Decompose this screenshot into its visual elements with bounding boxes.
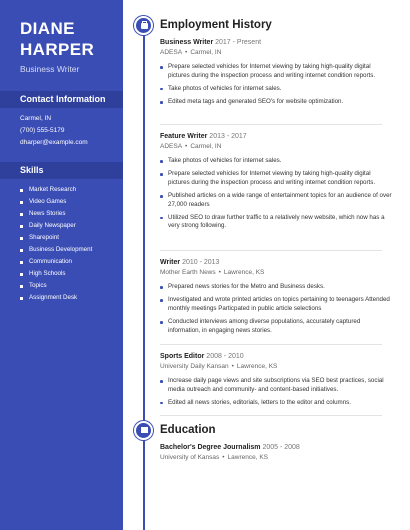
job-bullets xyxy=(160,157,392,231)
skill-item: Business Development xyxy=(20,244,92,256)
education-entry xyxy=(160,443,392,462)
divider xyxy=(160,415,382,416)
skill-item: Communication xyxy=(20,256,92,268)
skill-item: Topics xyxy=(20,280,92,292)
job-role: Business Writer xyxy=(160,39,214,46)
job-header xyxy=(160,38,392,47)
job-entry xyxy=(160,352,392,412)
school-location: Lawrence, KS xyxy=(227,454,268,461)
education-dates: 2005 - 2008 xyxy=(262,444,300,451)
contact-email[interactable]: dharper@example.com xyxy=(20,139,88,146)
job-meta: ADESA • Carmel, IN xyxy=(160,49,222,56)
divider xyxy=(160,344,382,345)
divider xyxy=(160,124,382,125)
job-role: Feature Writer xyxy=(160,133,208,140)
education-heading: Education xyxy=(160,424,216,436)
job-location: Carmel, IN xyxy=(190,49,222,56)
job-header xyxy=(160,258,392,267)
job-location: Carmel, IN xyxy=(190,143,222,150)
bullet-item: Take photos of vehicles for internet sales. xyxy=(160,85,392,94)
skills-heading: Skills xyxy=(0,162,123,179)
job-company: Mother Earth News xyxy=(160,269,216,276)
bullet-item: Utilized SEO to draw further traffic to a relatively new website, which now has a very strong following. xyxy=(160,214,392,231)
candidate-name xyxy=(20,18,94,60)
job-company: ADESA xyxy=(160,143,183,150)
bullet-item: Investigated and wrote printed articles on topics pertaining to teenagers Attended monthly meetings Particpated in public article selections xyxy=(160,296,392,313)
degree: Bachelor's Degree Journalism xyxy=(160,444,261,451)
contact-location: Carmel, IN xyxy=(20,115,52,122)
job-dates: 2013 - 2017 xyxy=(209,133,247,140)
job-location: Lawrence, KS xyxy=(236,363,278,370)
skill-item: News Stories xyxy=(20,208,92,220)
first-name: DIANE xyxy=(20,19,75,38)
contact-phone: (700) 555-5179 xyxy=(20,127,65,134)
bullet-item: Increase daily page views and site subscriptions via SEO best practices, social media outreach and community- and content-based initiatives. xyxy=(160,377,392,394)
job-meta: Mother Earth News • Lawrence, KS xyxy=(160,269,265,276)
skill-item: Market Research xyxy=(20,184,92,196)
job-meta: ADESA • Carmel, IN xyxy=(160,143,222,150)
job-role: Writer xyxy=(160,259,181,266)
job-company: ADESA xyxy=(160,49,183,56)
job-dates: 2008 - 2010 xyxy=(206,353,244,360)
education-header xyxy=(160,443,392,452)
job-bullets xyxy=(160,63,392,107)
skill-item: Sharepoint xyxy=(20,232,92,244)
job-entry xyxy=(160,38,392,111)
contact-info xyxy=(20,113,88,149)
job-bullets xyxy=(160,283,392,335)
education-meta: University of Kansas • Lawrence, KS xyxy=(160,454,268,461)
job-location: Lawrence, KS xyxy=(223,269,265,276)
job-entry xyxy=(160,258,392,340)
school: University of Kansas xyxy=(160,454,220,461)
job-meta: University Daily Kansan • Lawrence, KS xyxy=(160,363,278,370)
job-dates: 2017 - Present xyxy=(215,39,262,46)
bullet-item: Conducted interviews among diverse populations, accurately captured information, in engaging news stories. xyxy=(160,318,392,335)
timeline-line xyxy=(143,25,145,530)
bullet-item: Prepare selected vehicles for Internet viewing by taking high-quality digital pictures during the inspection process and writing internet condition reports. xyxy=(160,63,392,80)
job-company: University Daily Kansan xyxy=(160,363,229,370)
employment-heading: Employment History xyxy=(160,19,272,31)
bullet-item: Take photos of vehicles for internet sales. xyxy=(160,157,392,166)
job-header xyxy=(160,352,392,361)
job-title: Business Writer xyxy=(20,64,80,74)
last-name: HARPER xyxy=(20,40,95,59)
bullet-item: Published articles on a wide range of entertainment topics for an audience of over 27,000 readers xyxy=(160,192,392,209)
job-dates: 2010 - 2013 xyxy=(182,259,220,266)
bullet-item: Prepare selected vehicles for Internet viewing by taking high-quality digital pictures during the inspection process and writing internet condition reports. xyxy=(160,170,392,187)
graduation-cap-icon xyxy=(134,421,153,440)
skill-item: Video Games xyxy=(20,196,92,208)
bullet-item: Edited meta tags and generated SEO's for website optimization. xyxy=(160,98,392,107)
bullet-item: Prepared news stories for the Metro and Business desks. xyxy=(160,283,392,292)
sidebar xyxy=(0,0,123,530)
job-role: Sports Editor xyxy=(160,353,205,360)
briefcase-icon xyxy=(134,16,153,35)
skill-item: Daily Newspaper xyxy=(20,220,92,232)
job-entry xyxy=(160,132,392,236)
skill-item: Assignment Desk xyxy=(20,292,92,304)
job-header xyxy=(160,132,392,141)
skills-list xyxy=(20,184,92,304)
skill-item: High Schools xyxy=(20,268,92,280)
bullet-item: Edited all news stories, editorials, letters to the editor and columns. xyxy=(160,399,392,408)
contact-heading: Contact Information xyxy=(0,91,123,108)
job-bullets xyxy=(160,377,392,407)
divider xyxy=(160,250,382,251)
